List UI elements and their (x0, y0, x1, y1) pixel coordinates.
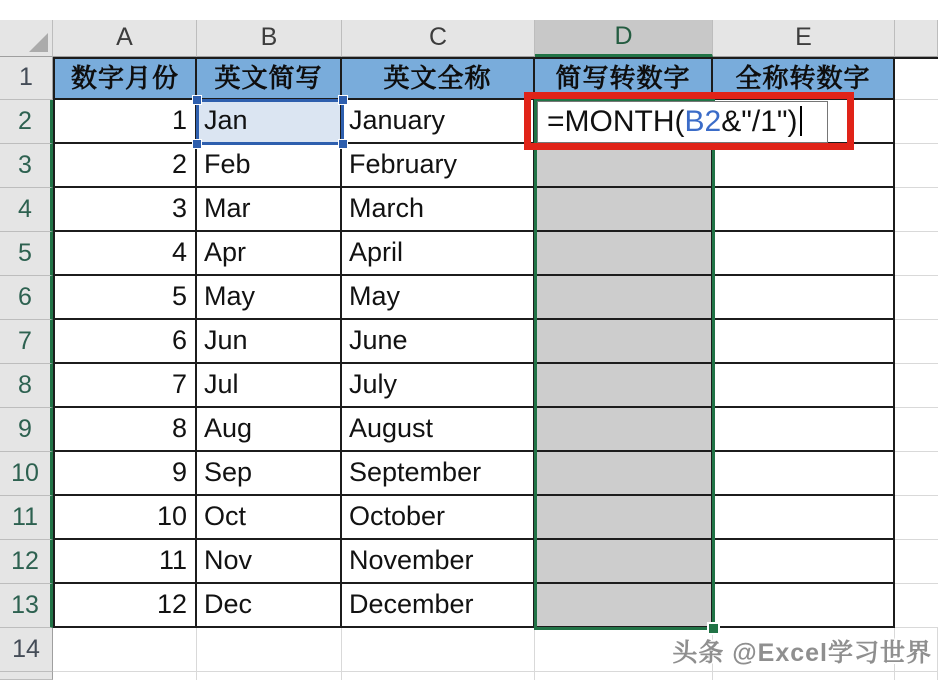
cell-full-to-number[interactable] (713, 276, 895, 320)
table-row-8 (53, 364, 938, 408)
cell-month-abbr[interactable]: May (197, 276, 342, 320)
cell-month-abbr[interactable]: Aug (197, 408, 342, 452)
cell-month-full[interactable]: June (342, 320, 535, 364)
cell-filler[interactable] (895, 100, 938, 144)
cell-month-full[interactable]: May (342, 276, 535, 320)
row-header-10[interactable]: 10 (0, 452, 53, 496)
column-header-e[interactable]: E (713, 20, 895, 57)
row-header-9[interactable]: 9 (0, 408, 53, 452)
select-all-triangle-icon (29, 33, 48, 52)
cell-full-to-number[interactable] (713, 144, 895, 188)
cell-month-number[interactable]: 11 (53, 540, 197, 584)
header-cell-a1[interactable]: 数字月份 (53, 59, 197, 100)
column-header-b[interactable]: B (197, 20, 342, 57)
cell-month-number[interactable]: 7 (53, 364, 197, 408)
cell-month-abbr[interactable]: Jun (197, 320, 342, 364)
reference-handle-icon[interactable] (192, 95, 202, 105)
cell-month-full[interactable]: December (342, 584, 535, 628)
partial-row-15 (53, 672, 938, 680)
cell-month-number[interactable]: 3 (53, 188, 197, 232)
header-filler-cell[interactable] (895, 59, 938, 100)
cell-month-number[interactable]: 12 (53, 584, 197, 628)
cell-month-number[interactable]: 10 (53, 496, 197, 540)
partial-cell (53, 672, 197, 680)
row-header-7[interactable]: 7 (0, 320, 53, 364)
reference-handle-icon[interactable] (192, 139, 202, 149)
cell-filler[interactable] (895, 188, 938, 232)
cell-full-to-number[interactable] (713, 584, 895, 628)
cell-filler[interactable] (895, 320, 938, 364)
partial-cell (342, 672, 535, 680)
cell-month-number[interactable]: 6 (53, 320, 197, 364)
cell-filler[interactable] (895, 232, 938, 276)
header-cell-b1[interactable]: 英文简写 (197, 59, 342, 100)
cell-month-full[interactable]: January (342, 100, 535, 144)
table-row-9 (53, 408, 938, 452)
cell-full-to-number[interactable] (713, 496, 895, 540)
cell-month-full[interactable]: March (342, 188, 535, 232)
cell-month-full[interactable]: November (342, 540, 535, 584)
table-row-4 (53, 188, 938, 232)
row-header-5[interactable]: 5 (0, 232, 53, 276)
select-all-button[interactable] (0, 20, 53, 57)
cell-month-number[interactable]: 9 (53, 452, 197, 496)
column-header-partial[interactable] (895, 20, 938, 57)
cell-month-number[interactable]: 2 (53, 144, 197, 188)
cell-full-to-number[interactable] (713, 452, 895, 496)
cell-month-full[interactable]: August (342, 408, 535, 452)
row-header-4[interactable]: 4 (0, 188, 53, 232)
table-row-12 (53, 540, 938, 584)
cell-month-abbr[interactable]: Jan (197, 100, 342, 144)
table-row-10 (53, 452, 938, 496)
empty-cell[interactable] (197, 628, 342, 672)
empty-cell[interactable] (53, 628, 197, 672)
row-header-partial (0, 672, 53, 680)
row-header-14[interactable]: 14 (0, 628, 53, 672)
row-header-12[interactable]: 12 (0, 540, 53, 584)
cell-month-number[interactable]: 1 (53, 100, 197, 144)
cell-filler[interactable] (895, 452, 938, 496)
cell-month-full[interactable]: October (342, 496, 535, 540)
column-header-c[interactable]: C (342, 20, 535, 57)
table-row-3 (53, 144, 938, 188)
cell-month-abbr[interactable]: Jul (197, 364, 342, 408)
cell-month-full[interactable]: February (342, 144, 535, 188)
row-header-column (0, 57, 53, 680)
annotation-highlight-box (524, 92, 854, 150)
empty-cell[interactable] (342, 628, 535, 672)
row-header-2[interactable]: 2 (0, 100, 53, 144)
row-header-8[interactable]: 8 (0, 364, 53, 408)
cell-month-abbr[interactable]: Feb (197, 144, 342, 188)
cell-month-abbr[interactable]: Apr (197, 232, 342, 276)
formula-cell-reference: B2 (684, 105, 722, 138)
cell-full-to-number[interactable] (713, 540, 895, 584)
cell-filler[interactable] (895, 364, 938, 408)
header-cell-e1[interactable]: 全称转数字 (713, 59, 895, 100)
grid-body (53, 57, 938, 680)
formula-suffix: &"/1") (721, 105, 798, 138)
partial-cell (895, 672, 938, 680)
row-header-6[interactable]: 6 (0, 276, 53, 320)
table-row-5 (53, 232, 938, 276)
cell-full-to-number[interactable] (713, 364, 895, 408)
header-cell-d1[interactable]: 简写转数字 (535, 59, 713, 100)
cell-month-abbr[interactable]: Sep (197, 452, 342, 496)
cell-full-to-number[interactable] (713, 188, 895, 232)
cell-month-full[interactable]: September (342, 452, 535, 496)
cell-month-number[interactable]: 4 (53, 232, 197, 276)
watermark-text: 头条 @Excel学习世界 (672, 639, 932, 667)
reference-handle-icon[interactable] (338, 139, 348, 149)
partial-cell (713, 672, 895, 680)
selection-border-d2-d13 (534, 98, 715, 630)
cell-filler[interactable] (895, 496, 938, 540)
cell-month-abbr[interactable]: Nov (197, 540, 342, 584)
partial-cell (535, 672, 713, 680)
formula-prefix: =MONTH( (547, 105, 685, 138)
row-header-13[interactable]: 13 (0, 584, 53, 628)
cell-filler[interactable] (895, 276, 938, 320)
row-header-11[interactable]: 11 (0, 496, 53, 540)
cell-month-abbr[interactable]: Dec (197, 584, 342, 628)
cell-full-to-number[interactable] (713, 408, 895, 452)
cell-full-to-number[interactable] (713, 232, 895, 276)
table-row-7 (53, 320, 938, 364)
column-header-d-selected[interactable]: D (535, 20, 713, 57)
cell-full-to-number[interactable] (713, 320, 895, 364)
cell-filler[interactable] (895, 584, 938, 628)
table-row-11 (53, 496, 938, 540)
row-header-1[interactable]: 1 (0, 57, 53, 100)
cell-month-full[interactable]: July (342, 364, 535, 408)
data-rows (53, 100, 938, 628)
cell-month-number[interactable]: 8 (53, 408, 197, 452)
column-header-strip (0, 20, 938, 57)
cell-filler[interactable] (895, 144, 938, 188)
cell-month-number[interactable]: 5 (53, 276, 197, 320)
cell-month-abbr[interactable]: Oct (197, 496, 342, 540)
row-header-3[interactable]: 3 (0, 144, 53, 188)
cell-month-full[interactable]: April (342, 232, 535, 276)
partial-cell (197, 672, 342, 680)
cell-filler[interactable] (895, 540, 938, 584)
referenced-cell-outline-b2 (196, 99, 344, 145)
header-cell-c1[interactable]: 英文全称 (342, 59, 535, 100)
table-row-6 (53, 276, 938, 320)
table-row-13 (53, 584, 938, 628)
cell-filler[interactable] (895, 408, 938, 452)
column-header-a[interactable]: A (53, 20, 197, 57)
reference-handle-icon[interactable] (338, 95, 348, 105)
cell-month-abbr[interactable]: Mar (197, 188, 342, 232)
